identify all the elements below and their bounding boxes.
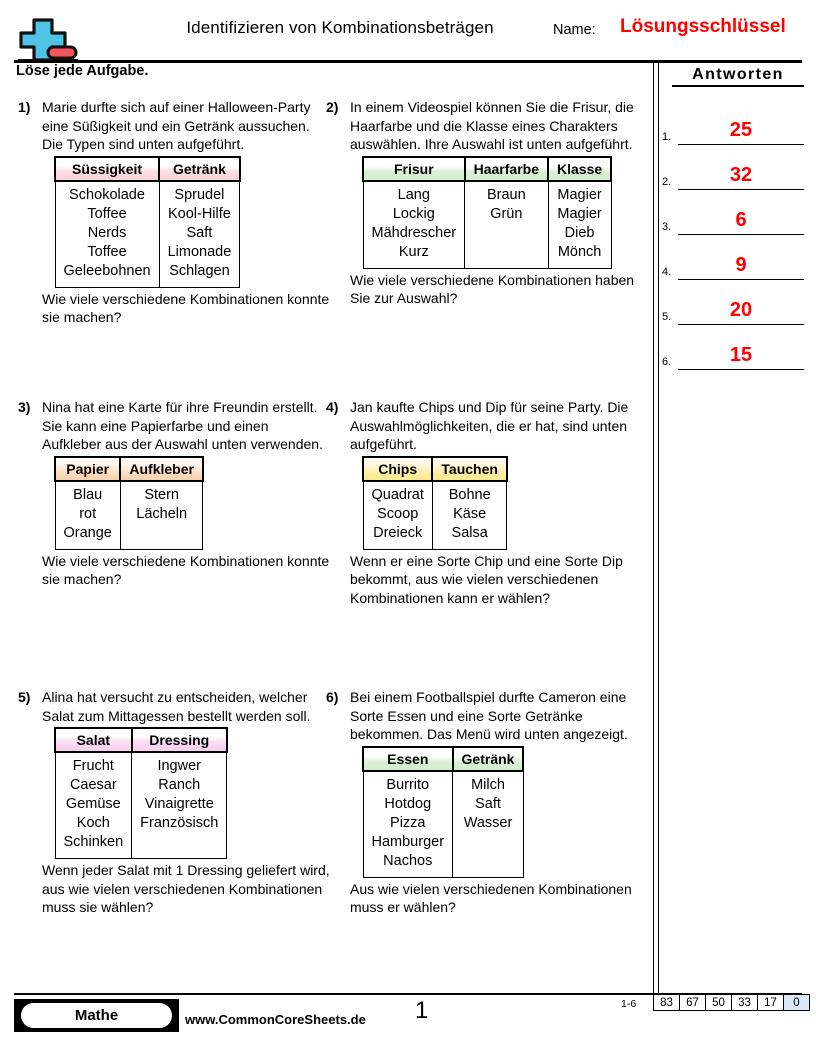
question-number: 2) (326, 99, 339, 115)
choice-item: Kool-Hilfe (167, 205, 231, 222)
answer-number: 6. (662, 356, 672, 368)
question-prompt: In einem Videospiel können Sie die Frisur, die Haarfarbe und die Klasse eines Charakters auswählen. Ihre Auswahl ist unten aufgeführt. (350, 99, 634, 152)
answer-row (662, 235, 804, 280)
question-prompt: Marie durfte sich auf einer Halloween-Party eine Süßigkeit und ein Getränk aussuchen. Die Typen sind unten aufgeführt. (42, 99, 311, 152)
choice-item: Pizza (390, 814, 426, 831)
choice-item: Lang (397, 186, 430, 203)
subject-badge (14, 999, 179, 1032)
answer-value: 9 (735, 254, 747, 276)
choice-item: Französisch (140, 815, 219, 831)
choice-table-column (363, 771, 453, 878)
choice-table-header: Chips (363, 457, 432, 481)
choice-table (54, 156, 241, 288)
choice-table-header-row (55, 157, 240, 181)
choice-item: Milch (471, 776, 505, 793)
answer-row (662, 325, 804, 370)
choice-table-header: Aufkleber (120, 457, 203, 481)
question-3 (18, 398, 330, 589)
answer-number: 4. (662, 266, 672, 278)
choice-table-header: Getränk (453, 747, 524, 771)
page-title: Identifizieren von Kombinationsbeträgen (186, 18, 494, 37)
score-cell: 50 (706, 995, 732, 1011)
answer-row (662, 190, 804, 235)
question-4 (326, 398, 638, 607)
choice-table-header: Süssigkeit (55, 157, 159, 181)
question-prompt: Nina hat eine Karte für ihre Freundin erstellt. Sie kann eine Papierfarbe und einen Aufkleber aus der Auswahl unten verwenden. (42, 399, 323, 452)
choice-table-column (55, 481, 120, 550)
question-number: 4) (326, 399, 339, 415)
choice-item: Nerds (87, 224, 127, 241)
choice-table-body-row (55, 181, 240, 288)
choice-item: rot (79, 505, 97, 522)
choice-table-header-row (363, 747, 523, 771)
choice-table (54, 456, 204, 550)
choice-item: Bohne (448, 486, 491, 503)
answer-key-label: Lösungsschlüssel (620, 16, 786, 37)
question-followup: Wenn jeder Salat mit 1 Dressing geliefert wird, aus wie vielen verschiedenen Kombinationen muss sie wählen? (42, 862, 330, 915)
question-head (18, 98, 330, 154)
choice-table-body-row (363, 481, 507, 550)
choice-table-header: Klasse (548, 157, 611, 181)
choice-item: Quadrat (371, 486, 424, 503)
choice-table-header: Essen (363, 747, 453, 771)
answer-value: 20 (729, 299, 753, 321)
question-table-wrap (42, 456, 330, 550)
choice-item: Toffee (87, 205, 127, 222)
answer-column-divider (653, 63, 659, 993)
choice-item: Geleebohnen (63, 262, 151, 279)
answer-value: 32 (729, 164, 753, 186)
choice-table-column (159, 181, 240, 288)
answer-value: 25 (729, 119, 753, 141)
choice-table-header: Papier (55, 457, 120, 481)
choice-table-column (432, 481, 507, 550)
answers-heading: Antworten (672, 66, 804, 87)
choice-item: Lächeln (136, 505, 188, 522)
question-number: 6) (326, 689, 339, 705)
score-range-label: 1-6 (621, 998, 637, 1010)
score-table (653, 994, 810, 1011)
choice-item: Schlagen (169, 262, 230, 279)
choice-item: Mähdrescher (371, 224, 457, 241)
answer-value: 6 (735, 209, 747, 231)
choice-item: Orange (63, 524, 112, 541)
score-table-row (654, 995, 810, 1011)
choice-table-header-row (363, 457, 507, 481)
question-number: 5) (18, 689, 31, 705)
choice-item: Saft (475, 795, 501, 812)
question-followup: Wenn er eine Sorte Chip und eine Sorte Dip bekommt, aus wie vielen verschiedenen Kombinationen kann er wählen? (350, 552, 623, 606)
choice-table-column (120, 481, 203, 550)
question-1 (18, 98, 330, 327)
answer-value: 15 (729, 344, 753, 366)
choice-table-column (363, 181, 465, 269)
choice-table (362, 746, 524, 878)
choice-table-header-row (55, 728, 227, 752)
question-table-wrap (42, 727, 330, 859)
choice-item: Kurz (398, 243, 429, 260)
choice-table-column (55, 752, 132, 859)
choice-item: Toffee (87, 243, 127, 260)
choice-table (362, 156, 612, 269)
choice-table-column (465, 181, 548, 269)
question-5 (18, 688, 330, 917)
site-url: www.CommonCoreSheets.de (185, 1012, 366, 1027)
question-prompt: Jan kaufte Chips und Dip für seine Party. Die Auswahlmöglichkeiten, die er hat, sind unten aufgeführt. (350, 399, 629, 452)
question-table-wrap (350, 456, 638, 550)
answer-number: 3. (662, 221, 672, 233)
answer-row (662, 145, 804, 190)
choice-item: Lockig (392, 205, 435, 222)
answer-row (662, 100, 804, 145)
question-head (326, 398, 638, 454)
question-2 (326, 98, 638, 308)
choice-item: Scoop (377, 505, 419, 522)
question-prompt: Bei einem Footballspiel durfte Cameron eine Sorte Essen und eine Sorte Getränke bekommen. Das Menü wird unten angezeigt. (350, 689, 628, 742)
choice-item: Saft (186, 224, 213, 241)
choice-item: Mönch (557, 243, 602, 260)
choice-item: Frucht (72, 758, 114, 774)
choice-table (362, 456, 508, 550)
question-table-wrap (350, 746, 638, 878)
choice-table-header-row (363, 157, 611, 181)
choice-item: Käse (453, 505, 487, 522)
choice-item: Sprudel (174, 186, 225, 203)
choice-item: Dieb (564, 224, 595, 241)
choice-table-body-row (55, 752, 227, 859)
choice-item: Ranch (158, 777, 201, 793)
choice-item: Dreieck (373, 524, 423, 541)
choice-table-column (363, 481, 432, 550)
question-head (326, 688, 638, 744)
subject-badge-label: Mathe (21, 1003, 172, 1028)
choice-table-header: Dressing (132, 728, 227, 752)
choice-table-column (132, 752, 227, 859)
choice-item: Nachos (383, 852, 433, 869)
question-number: 3) (18, 399, 31, 415)
choice-table-body-row (363, 181, 611, 269)
answer-number: 2. (662, 176, 672, 188)
choice-item: Limonade (167, 243, 232, 260)
question-prompt: Alina hat versucht zu entscheiden, welcher Salat zum Mittagessen bestellt werden soll. (42, 689, 311, 724)
choice-item: Magier (557, 186, 602, 203)
choice-item: Salsa (451, 524, 488, 541)
page-header (0, 0, 816, 62)
question-table-wrap (350, 156, 638, 269)
choice-table-header: Salat (55, 728, 132, 752)
name-label: Name: (553, 22, 596, 38)
choice-item: Koch (76, 815, 110, 831)
choice-item: Vinaigrette (144, 796, 214, 812)
score-cell: 17 (758, 995, 784, 1011)
choice-table-header: Tauchen (432, 457, 507, 481)
question-followup: Wie viele verschiedene Kombinationen konnte sie machen? (42, 290, 330, 325)
answer-number: 1. (662, 131, 672, 143)
question-followup: Wie viele verschiedene Kombinationen haben Sie zur Auswahl? (350, 271, 635, 306)
question-6 (326, 688, 638, 917)
choice-item: Caesar (69, 777, 117, 793)
question-followup: Wie viele verschiedene Kombinationen konnte sie machen? (42, 552, 330, 587)
choice-table (54, 727, 228, 859)
choice-item: Braun (486, 186, 526, 203)
choice-item: Grün (490, 205, 523, 222)
choice-table-column (548, 181, 611, 269)
choice-item: Blau (73, 486, 103, 503)
page-number: 1 (415, 997, 429, 1024)
question-number: 1) (18, 99, 31, 115)
choice-item: Gemüse (65, 796, 121, 812)
instruction-text: Löse jede Aufgabe. (16, 63, 149, 79)
choice-table-body-row (363, 771, 523, 878)
question-followup: Aus wie vielen verschiedenen Kombinationen muss er wählen? (350, 880, 632, 915)
score-cell: 33 (732, 995, 758, 1011)
choice-item: Hotdog (384, 795, 432, 812)
plus-minus-logo-icon (14, 16, 80, 62)
question-head (18, 398, 330, 454)
choice-item: Magier (557, 205, 602, 222)
choice-item: Stern (144, 486, 179, 503)
question-head (326, 98, 638, 154)
question-head (18, 688, 330, 725)
answer-number: 5. (662, 311, 672, 323)
choice-table-header: Frisur (363, 157, 465, 181)
choice-item: Schokolade (69, 186, 145, 203)
choice-table-body-row (55, 481, 203, 550)
answer-row (662, 280, 804, 325)
question-table-wrap (42, 156, 330, 288)
choice-item: Wasser (463, 814, 513, 831)
choice-table-column (55, 181, 159, 288)
choice-table-header: Getränk (159, 157, 240, 181)
choice-table-column (453, 771, 524, 878)
choice-table-header-row (55, 457, 203, 481)
choice-item: Schinken (63, 834, 124, 850)
choice-table-header: Haarfarbe (465, 157, 548, 181)
score-cell: 67 (680, 995, 706, 1011)
choice-item: Hamburger (371, 833, 445, 850)
choice-item: Ingwer (157, 758, 201, 774)
score-cell: 83 (654, 995, 680, 1011)
score-cell-highlighted: 0 (784, 995, 810, 1011)
answers-list (662, 100, 804, 370)
choice-item: Burrito (386, 776, 430, 793)
